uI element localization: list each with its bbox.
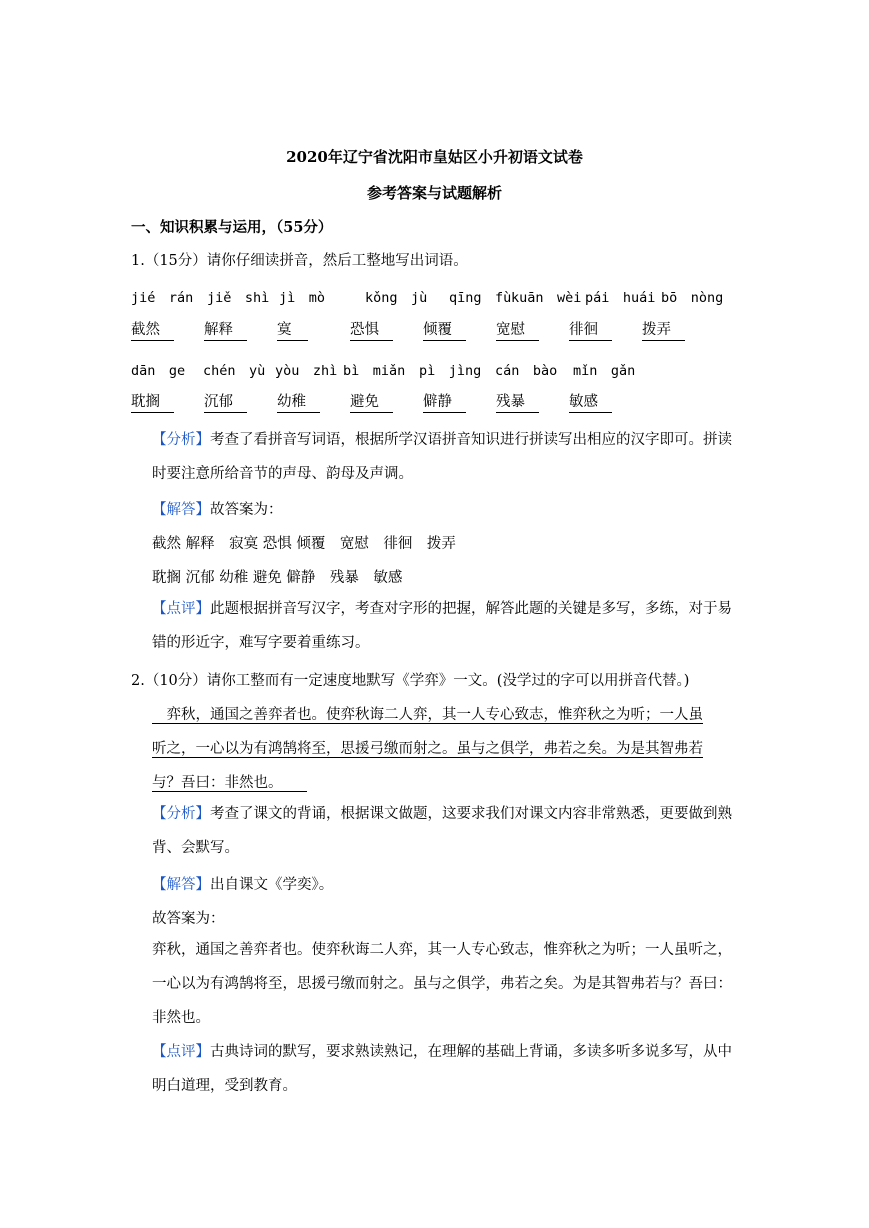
q1-answer-heading (152, 498, 283, 519)
comment-text: 此题根据拼音写汉字，考查对字形的把握，解答此题的关键是多写，多练，对于易错的形近字，难写字要着重练习。 (152, 601, 732, 651)
answer-blank: 徘徊 (569, 320, 612, 341)
q2-answer-line-3 (152, 771, 307, 792)
comment-tag: 【点评】 (152, 601, 210, 617)
question-2-stem: 2.（10分）请你工整而有一定速度地默写《学弈》一文。(没学过的字可以用拼音代替。) (131, 673, 690, 689)
answer-blank: 幼稚 (277, 392, 320, 413)
comment-tag: 【点评】 (152, 1044, 210, 1060)
answer-blank: 寞 (277, 320, 308, 341)
underlined-answer: 弈秋，通国之善弈者也。使弈秋诲二人弈，其一人专心致志，惟弈秋之为听；一人虽 (152, 707, 703, 723)
q2-answer-line-2 (152, 737, 703, 758)
question-1-stem: 1.（15分）请你仔细读拼音，然后工整地写出词语。 (131, 253, 468, 269)
pinyin-item: kuān wèi (511, 290, 582, 306)
comment-text: 古典诗词的默写，要求熟读熟记，在理解的基础上背诵，多读多听多说多写，从中明白道理，受到教育。 (152, 1044, 732, 1094)
pinyin-item: jì mò (279, 290, 326, 306)
answer-blank: 恐惧 (350, 320, 393, 341)
section-heading: 一、知识积累与运用，（55分） (131, 219, 333, 236)
pinyin-item: dān ge (131, 363, 186, 379)
pinyin-item: pì jìng (419, 363, 482, 379)
analysis-text: 考查了看拼音写词语，根据所学汉语拼音知识进行拼读写出相应的汉字即可。拼读时要注意所给音节的声母、韵母及声调。 (152, 432, 732, 482)
pinyin-item: cán bào (495, 363, 558, 379)
answer-blank: 避免 (350, 392, 393, 413)
answer-source: 出自课文《学奕》。 (210, 877, 334, 893)
answer-blank: 耽搁 (131, 392, 174, 413)
answer-tag: 【解答】 (152, 502, 210, 518)
answer-blank: 倾覆 (423, 320, 466, 341)
q2-answer-heading (152, 873, 333, 894)
analysis-tag: 【分析】 (152, 806, 210, 822)
answer-blank: 僻静 (423, 392, 466, 413)
q1-analysis (152, 423, 742, 491)
q2-answer-text: 弈秋，通国之善弈者也。使弈秋诲二人弈，其一人专心致志，惟弈秋之为听；一人虽听之，一心以为有鸿鹄将至，思援弓缴而射之。虽与之俱学，弗若之矣。为是其智弗若与？吾曰：非然也。 (152, 942, 732, 1026)
pinyin-item: kǒng jù (365, 290, 428, 306)
pinyin-item: bì miǎn (343, 363, 406, 379)
answer-blank: 残暴 (496, 392, 539, 413)
q1-answer-line-2: 耽搁 沉郁 幼稚 避免 僻静 残暴 敏感 (152, 570, 403, 586)
pinyin-item: chén yù (203, 363, 266, 379)
pinyin-item: mǐn gǎn (573, 363, 636, 379)
q2-answer-intro: 故答案为： (152, 911, 225, 927)
document-subtitle: 参考答案与试题解析 (366, 184, 502, 202)
answer-blank: 宽慰 (496, 320, 539, 341)
underlined-answer: 听之，一心以为有鸿鹄将至，思援弓缴而射之。虽与之俱学，弗若之矣。为是其智弗若 (152, 741, 703, 757)
answer-blank: 截然 (131, 320, 174, 341)
answer-blank: 解释 (204, 320, 247, 341)
answer-blank: 沉郁 (204, 392, 247, 413)
pinyin-item: bō nòng (661, 290, 724, 306)
document-title: 2020年辽宁省沈阳市皇姑区小升初语文试卷 (286, 148, 583, 166)
q1-comment (152, 592, 742, 660)
q1-pinyin-row-1 (131, 286, 731, 306)
answer-blank: 敏感 (569, 392, 612, 413)
pinyin-item: yòu zhì (275, 363, 338, 379)
q1-pinyin-row-2 (131, 359, 643, 379)
q2-analysis (152, 797, 742, 865)
pinyin-item: jié rán (131, 290, 194, 306)
answer-tag: 【解答】 (152, 877, 210, 893)
pinyin-item: jiě shì (207, 290, 270, 306)
underlined-answer: 与？吾曰：非然也。 (152, 775, 307, 792)
analysis-text: 考查了课文的背诵，根据课文做题，这要求我们对课文内容非常熟悉，更要做到熟背、会默写。 (152, 806, 732, 856)
q2-comment (152, 1035, 742, 1103)
q1-answer-line-1: 截然 解释 寂寞 恐惧 倾覆 宽慰 徘徊 拨弄 (152, 536, 456, 552)
pinyin-item: pái huái (585, 290, 656, 306)
pinyin-item: qīng fù (449, 290, 512, 306)
analysis-tag: 【分析】 (152, 432, 210, 448)
answer-intro: 故答案为： (210, 502, 283, 518)
q2-answer-line-1 (152, 703, 703, 724)
answer-blank: 拨弄 (642, 320, 685, 341)
